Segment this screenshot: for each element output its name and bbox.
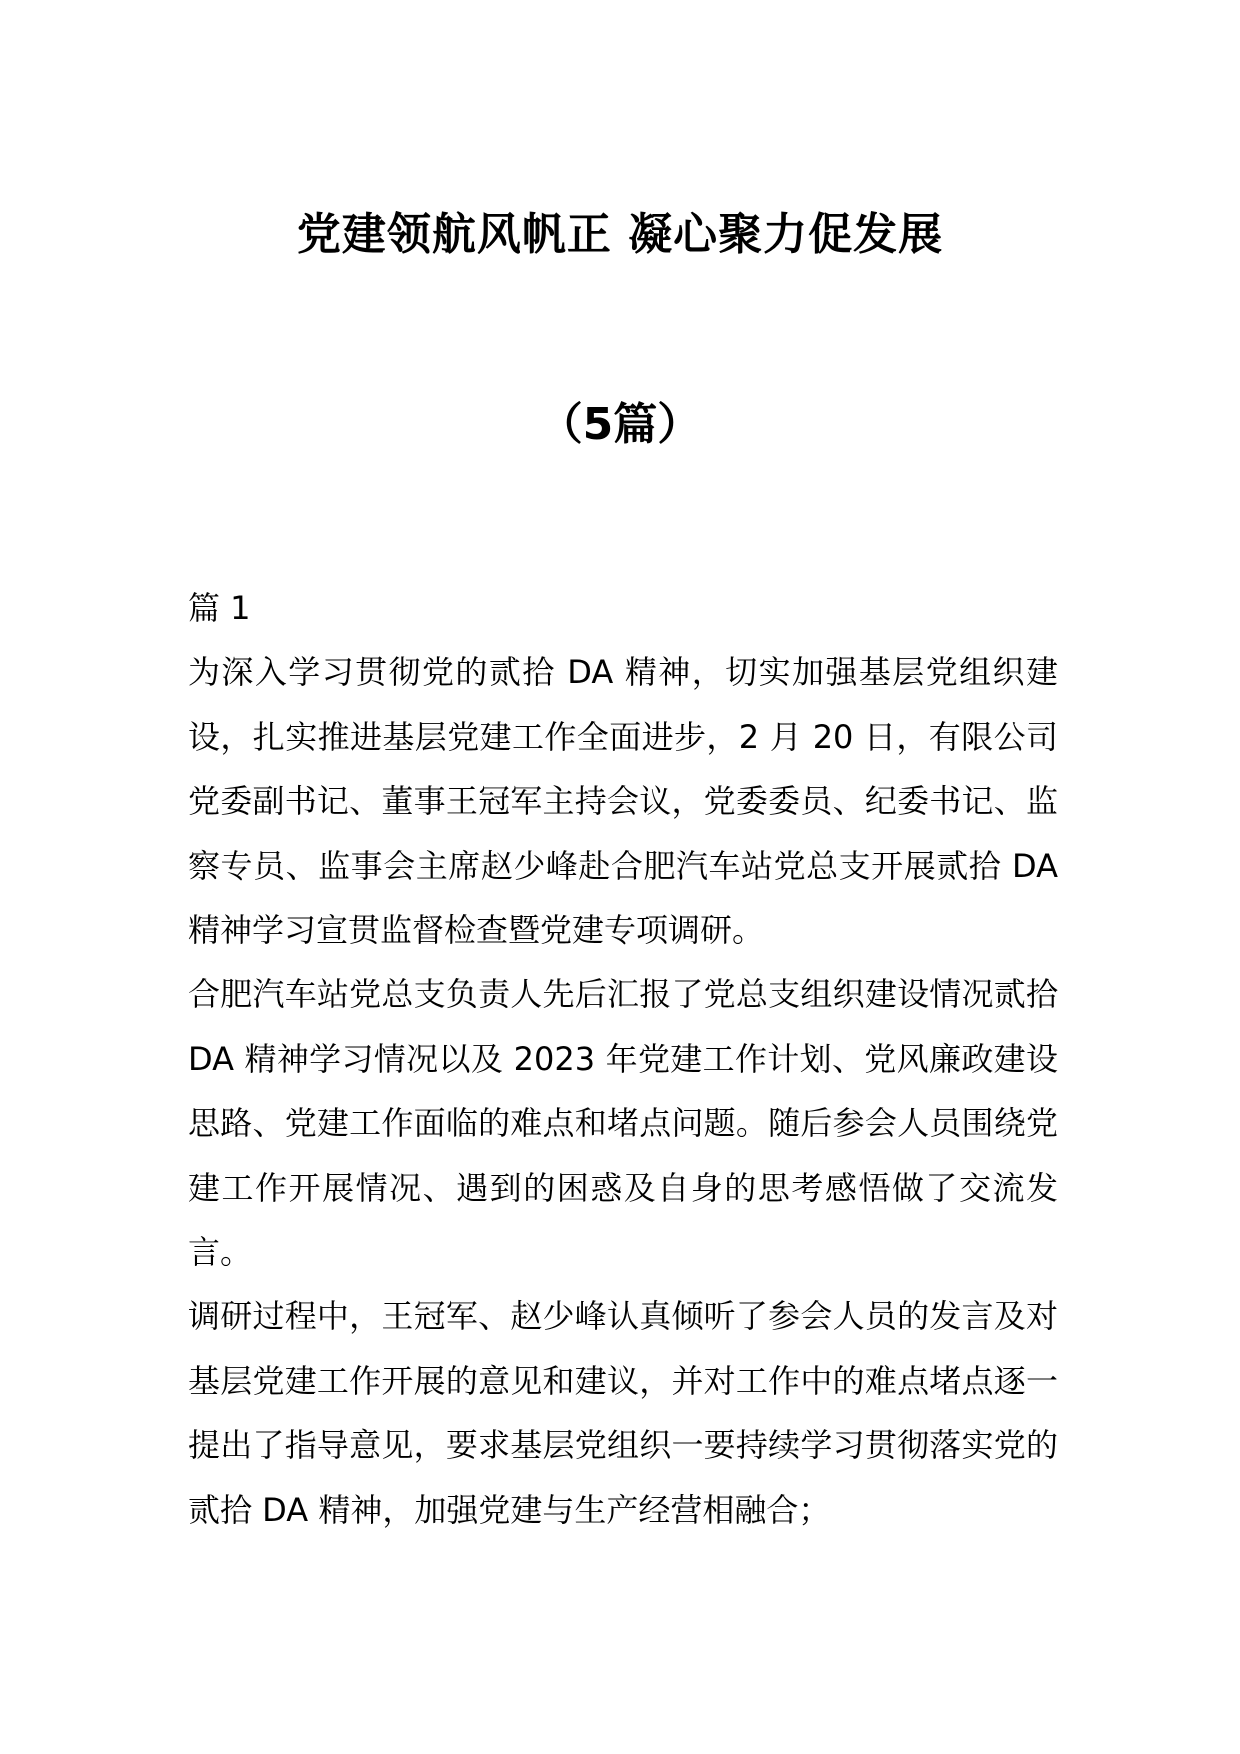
document-subtitle: （5篇） — [538, 399, 702, 450]
paragraph: 为深入学习贯彻党的贰拾 DA 精神，切实加强基层党组织建设，扎实推进基层党建工作全面进步，2 月 20 日，有限公司党委副书记、董事王冠军主持会议，党委委员、纪委书记、监察专员、监事会主席赵少峰赴合肥汽车站党总支开展贰拾 DA 精神学习宣贯监督检查暨党建专项调研。 — [188, 653, 1058, 950]
section-heading: 篇 1 — [188, 589, 251, 627]
document-title: 党建领航风帆正 凝心聚力促发展 — [296, 209, 944, 260]
paragraph: 调研过程中，王冠军、赵少峰认真倾听了参会人员的发言及对基层党建工作开展的意见和建议，并对工作中的难点堵点逐一提出了指导意见，要求基层党组织一要持续学习贯彻落实党的贰拾 DA 精神，加强党建与生产经营相融合； — [188, 1297, 1058, 1529]
paragraph: 合肥汽车站党总支负责人先后汇报了党总支组织建设情况贰拾 DA 精神学习情况以及 2023 年党建工作计划、党风廉政建设思路、党建工作面临的难点和堵点问题。随后参会人员围绕党建工作开展情况、遇到的困惑及自身的思考感悟做了交流发言。 — [188, 975, 1058, 1272]
document-body — [188, 576, 1058, 1542]
